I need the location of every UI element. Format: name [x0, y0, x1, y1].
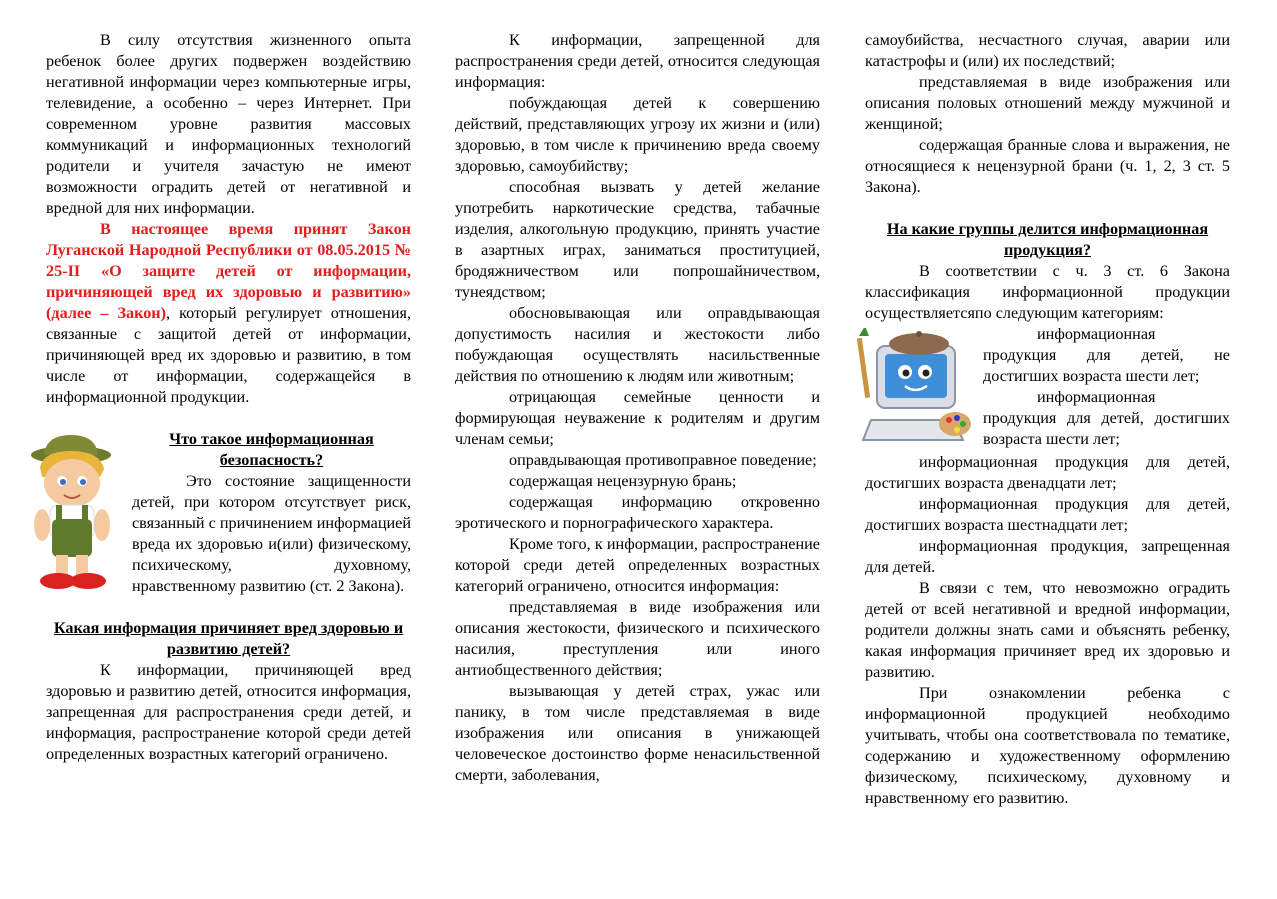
column-2 [455, 30, 820, 786]
prohibited-intro: К информации, запрещенной для распространения среди детей, относится следующая информация: [455, 31, 820, 91]
column-3 [865, 30, 1230, 809]
prohibited-item: отрицающая семейные ценности и формирующая неуважение к родителям и другим членам семьи; [455, 388, 820, 448]
harm-heading: Какая информация причиняет вред здоровью и развитию детей? [53, 619, 404, 658]
prohibited-item: способная вызвать у детей желание употребить наркотические средства, табачные изделия, алкогольную продукцию, принять участие в азартных играх, заниматься проституцией, бродяжничеством или попрошайничеством, тунеядством; [455, 178, 820, 301]
limited-item-continued: самоубийства, несчастного случая, аварии или катастрофы и (или) их последствий; [865, 31, 1230, 70]
prohibited-item: побуждающая детей к совершению действий, представляющих угрозу их жизни и (или) здоровью, в том числе к причинению вреда своему здоровью, самоубийству; [455, 94, 820, 175]
final-paragraph: При ознакомлении ребенка с информационной продукцией необходимо учитывать, чтобы она соответствовала по тематике, содержанию и художественному оформлению физическому, психическому, духовному и нравственному его развитию. [865, 684, 1230, 807]
security-paragraph: Это состояние защищенности детей, при котором отсутствует риск, связанный с причинением информацией вреда их здоровью и(или) физическому, психическому, духовному, нравственному развитию (ст. 2 Закона). [132, 472, 411, 595]
intro-paragraph: В силу отсутствия жизненного опыта ребенок более других подвержен воздействию негативной информации через компьютерные игры, телевидение, а особенно – через Интернет. При современном уровне развития массовых коммуникаций и информационных технологий родители и учителя зачастую не имеют возможности оградить детей от негативной и вредной для них информации. [46, 31, 411, 217]
security-heading: Что такое информационная безопасность? [169, 430, 374, 469]
prohibited-item: оправдывающая противоправное поведение; [509, 451, 817, 469]
limited-item: вызывающая у детей страх, ужас или панику, в том числе представляемая в виде изображения или описания в унижающей человеческое достоинство форме ненасильственной смерти, заболевания, [455, 682, 820, 784]
limited-item: содержащая бранные слова и выражения, не относящиеся к нецензурной брани (ч. 1, 2, 3 ст. 5 Закона). [865, 136, 1230, 196]
prohibited-item: обосновывающая или оправдывающая допустимость насилия и жестокости либо побуждающая осуществлять насильственные действия по отношению к людям или животным; [455, 304, 820, 385]
limited-intro: Кроме того, к информации, распространение которой среди детей определенных возрастных категорий ограничено, относится информация: [455, 535, 820, 595]
prohibited-item: содержащая нецензурную брань; [509, 472, 737, 490]
law-description: , который регулирует отношения, связанные с защитой детей от информации, причиняющей вред их здоровью и развитию, в том числе от информации, содержащейся в информационной продукции. [46, 304, 411, 406]
law-paragraph [46, 219, 411, 408]
groups-paragraph: В соответствии с ч. 3 ст. 6 Закона классификация информационной продукции осуществляетсяпо следующим категориям: [865, 262, 1230, 322]
limited-item: представляемая в виде изображения или описания половых отношений между мужчиной и женщиной; [865, 73, 1230, 133]
category-item: информационная продукция для детей, достигших возраста шести лет; [983, 388, 1230, 448]
category-item: информационная продукция для детей, достигших возраста шестнадцати лет; [865, 495, 1230, 534]
computer-cartoon-image [857, 328, 973, 452]
law-title: В настоящее время принят Закон Луганской Народной Республики от 08.05.2015 № 25-II «О защите детей от информации, причиняющей вред их здоровью и развитию» (далее – Закон) [46, 220, 411, 322]
category-item: информационная продукция для детей, достигших возраста двенадцати лет; [865, 453, 1230, 492]
column-1 [46, 30, 411, 765]
category-item: информационная продукция для детей, не достигших возраста шести лет; [983, 325, 1230, 385]
harm-paragraph: К информации, причиняющей вред здоровью и развитию детей, относится информация, запрещенная для распространения среди детей, и информация, распространение которой среди детей определенных возрастных категорий ограничено. [46, 661, 411, 763]
category-item: информационная продукция, запрещенная для детей. [865, 537, 1230, 576]
boy-cartoon-image [16, 433, 126, 593]
prohibited-item: содержащая информацию откровенно эротического и порнографического характера. [455, 493, 820, 532]
limited-item: представляемая в виде изображения или описания жестокости, физического и психического насилия, преступления или иного антиобщественного действия; [455, 598, 820, 679]
groups-heading: На какие группы делится информационная продукция? [886, 220, 1209, 259]
parents-paragraph: В связи с тем, что невозможно оградить детей от всей негативной и вредной информации, родители должны знать сами и объяснять ребенку, какая информация причиняет вред их здоровью и развитию. [865, 579, 1230, 681]
